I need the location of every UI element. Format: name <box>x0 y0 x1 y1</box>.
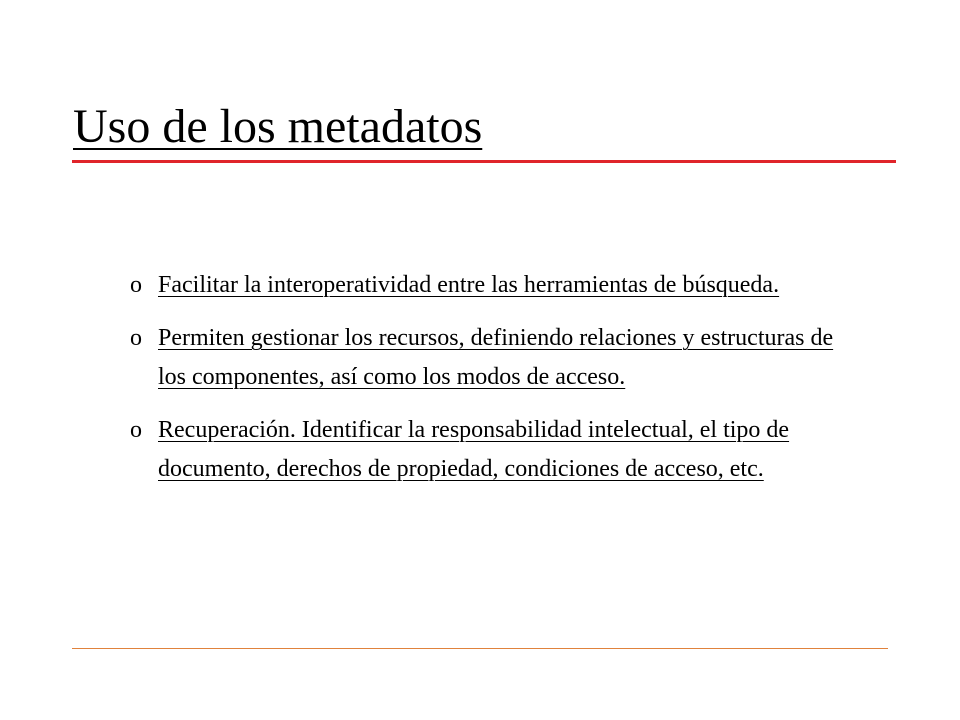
bullet-marker-icon: o <box>130 417 142 443</box>
bullet-item <box>130 319 860 397</box>
bullet-list <box>130 266 860 503</box>
bullet-text: Recuperación. Identificar la responsabilidad intelectual, el tipo de documento, derechos de propiedad, condiciones de acceso, etc. <box>158 417 790 482</box>
slide-title: Uso de los metadatos <box>73 100 483 153</box>
footer-divider <box>72 648 888 649</box>
title-divider <box>72 160 896 163</box>
bullet-item <box>130 266 860 305</box>
bullet-text: Facilitar la interoperatividad entre las herramientas de búsqueda. <box>158 272 780 298</box>
bullet-marker-icon: o <box>130 325 142 351</box>
bullet-item <box>130 411 860 489</box>
bullet-marker-icon: o <box>130 272 142 298</box>
bullet-text: Permiten gestionar los recursos, definiendo relaciones y estructuras de los componentes, así como los modos de acceso. <box>158 325 834 390</box>
